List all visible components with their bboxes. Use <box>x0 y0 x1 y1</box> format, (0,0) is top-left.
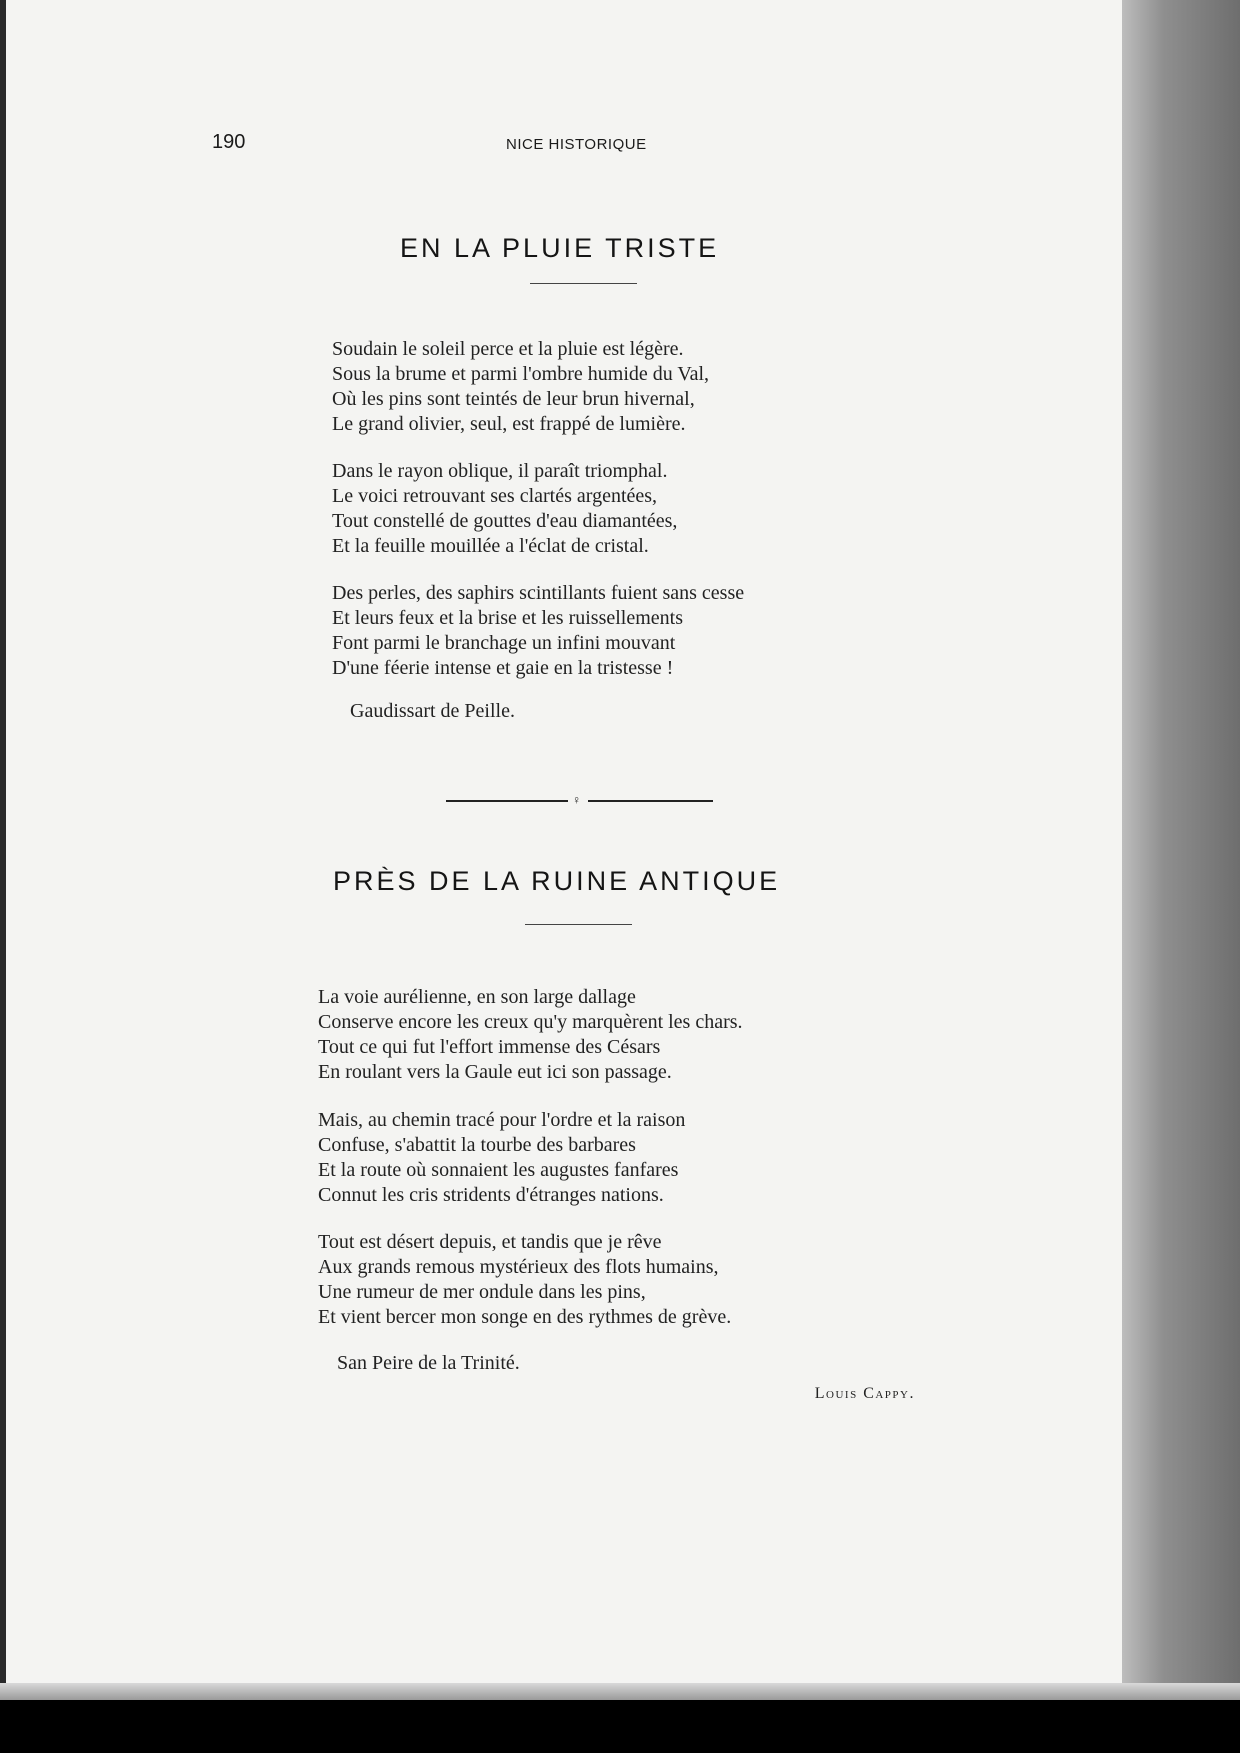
page-number: 190 <box>212 131 246 153</box>
poem1-stanza-2 <box>332 459 677 559</box>
poem2-title: PRÈS DE LA RUINE ANTIQUE <box>333 866 781 896</box>
verse-line: Conserve encore les creux qu'y marquèrent les chars. <box>318 1011 743 1033</box>
verse-line: D'une féerie intense et gaie en la tristesse ! <box>332 657 674 679</box>
page-bottom-edge <box>0 1683 1240 1700</box>
section-separator <box>446 793 713 807</box>
poem2-stanza-1 <box>318 985 743 1085</box>
verse-line: Connut les cris stridents d'étranges nations. <box>318 1184 664 1206</box>
verse-line: Des perles, des saphirs scintillants fuient sans cesse <box>332 582 745 604</box>
verse-line: Une rumeur de mer ondule dans les pins, <box>318 1281 646 1303</box>
poem2-author: Louis Cappy. <box>814 1385 915 1402</box>
verse-line: Où les pins sont teintés de leur brun hivernal, <box>332 388 695 410</box>
verse-line: Confuse, s'abattit la tourbe des barbares <box>318 1134 636 1156</box>
poem2-stanza-2 <box>318 1108 685 1208</box>
poem2-place: San Peire de la Trinité. <box>337 1352 520 1374</box>
page-edge-shadow <box>1122 0 1240 1700</box>
verse-line: Et la route où sonnaient les augustes fanfares <box>318 1159 679 1181</box>
separator-ornament-icon: ♀ <box>572 793 581 807</box>
poem1-stanza-1 <box>332 337 709 437</box>
poem2-stanza-3 <box>318 1230 731 1330</box>
verse-line: Aux grands remous mystérieux des flots humains, <box>318 1256 719 1278</box>
poem1-title-rule <box>530 283 637 284</box>
verse-line: Mais, au chemin tracé pour l'ordre et la raison <box>318 1109 686 1131</box>
poem2-title-rule <box>525 924 632 925</box>
verse-line: Dans le rayon oblique, il paraît triomphal. <box>332 460 668 482</box>
verse-line: En roulant vers la Gaule eut ici son passage. <box>318 1061 672 1083</box>
verse-line: La voie aurélienne, en son large dallage <box>318 986 636 1008</box>
separator-line-left <box>446 800 568 802</box>
separator-line-right <box>588 800 713 802</box>
verse-line: Font parmi le branchage un infini mouvant <box>332 632 676 654</box>
verse-line: Et la feuille mouillée a l'éclat de cristal. <box>332 535 649 557</box>
verse-line: Tout ce qui fut l'effort immense des Césars <box>318 1036 661 1058</box>
running-head: NICE HISTORIQUE <box>506 136 647 153</box>
verse-line: Le grand olivier, seul, est frappé de lumière. <box>332 413 686 435</box>
verse-line: Soudain le soleil perce et la pluie est légère. <box>332 338 684 360</box>
scan-background <box>0 1700 1240 1753</box>
verse-line: Et leurs feux et la brise et les ruissellements <box>332 607 684 629</box>
verse-line: Et vient bercer mon songe en des rythmes de grève. <box>318 1306 732 1328</box>
verse-line: Sous la brume et parmi l'ombre humide du Val, <box>332 363 710 385</box>
poem1-signature: Gaudissart de Peille. <box>350 700 515 722</box>
verse-line: Le voici retrouvant ses clartés argentées, <box>332 485 658 507</box>
verse-line: Tout constellé de gouttes d'eau diamantées, <box>332 510 678 532</box>
poem1-title: EN LA PLUIE TRISTE <box>400 233 720 263</box>
verse-line: Tout est désert depuis, et tandis que je rêve <box>318 1231 662 1253</box>
poem1-stanza-3 <box>332 581 744 681</box>
